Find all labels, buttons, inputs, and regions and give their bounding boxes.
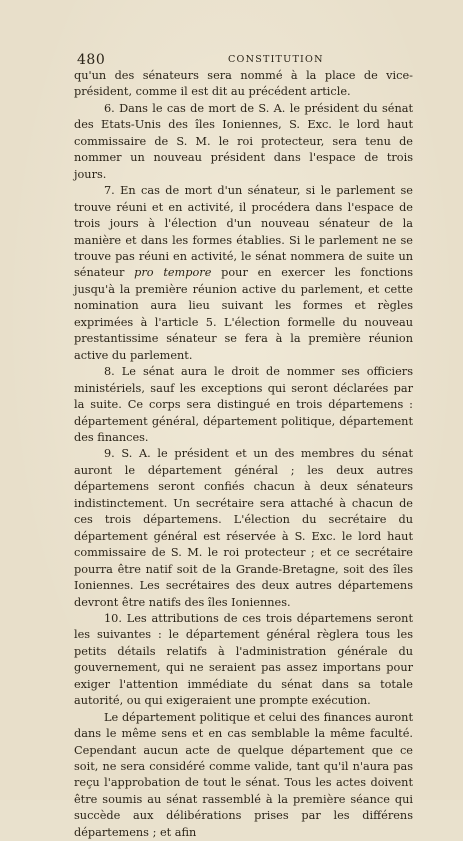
article-7: [74, 183, 413, 364]
article-9: 9. S. A. le président et un des membres du sénat auront le département général ; les deux autres départemens seront confiés chacun à deux sénateurs indistinctement. Un secrétaire sera attaché à chacun de ces trois départemens. L'élection du secrétaire du département général est réservée à S. Exc. le lord haut commissaire de S. M. le roi protecteur ; et ce secrétaire pourra être natif soit de la Grande-Bretagne, soit des îles Ioniennes. Les secrétaires des deux autres départemens devront être natifs des îles Ioniennes.: [74, 447, 413, 609]
paragraph-continuation: qu'un des sénateurs sera nommé à la place de vice-président, comme il est dit au précédent article.: [74, 69, 413, 99]
body-text: [74, 68, 413, 841]
article-10-continued: Le département politique et celui des finances auront dans le même sens et en cas semblable la même faculté. Cependant aucun acte de quelque département que ce soit, ne sera considéré comme valide, tant qu'il n'aura pas reçu l'approbation de tout le sénat. Tous les actes doivent être soumis au sénat rassemblé à la première séance qui succède aux délibérations prises par les différens départemens ; et afin: [74, 710, 413, 839]
page-number: 480: [77, 52, 106, 68]
article-8: 8. Le sénat aura le droit de nommer ses officiers ministériels, sauf les exceptions qui seront déclarées par la suite. Ce corps sera distingué en trois départemens : département général, département politique, département des finances.: [74, 365, 413, 444]
article-6: 6. Dans le cas de mort de S. A. le président du sénat des Etats-Unis des îles Ioniennes, S. Exc. le lord haut commissaire de S. M. le roi protecteur, sera tenu de nommer un nouveau président dans l'espace de trois jours.: [74, 101, 413, 181]
article-7-text-b: pour en exercer les fonctions jusqu'à la première réunion active du parlement, et cette nomination aura lieu suivant les formes et règles exprimées à l'article 5. L'élection formelle du nouveau prestantissime sénateur se fera à la première réunion active du parlement.: [74, 266, 414, 362]
article-7-text-a: 7. En cas de mort d'un sénateur, si le parlement se trouve réuni et en activité, il procédera dans l'espace de trois jours à l'élection d'un nouveau sénateur de la manière et dans les formes établies. Si le parlement ne se trouve pas réuni en activité, le sénat nommera de suite un sénateur: [74, 184, 413, 280]
pro-tempore-italic: pro tempore: [134, 266, 212, 280]
running-head: CONSTITUTION: [228, 54, 324, 65]
article-10: 10. Les attributions de ces trois départemens seront les suivantes : le département général règlera tous les petits détails relatifs à l'administration générale du gouvernement, qui ne seraient pas assez importans pour exiger l'attention immédiate du sénat dans sa totale autorité, ou qui exigeraient une prompte exécution.: [74, 611, 413, 708]
